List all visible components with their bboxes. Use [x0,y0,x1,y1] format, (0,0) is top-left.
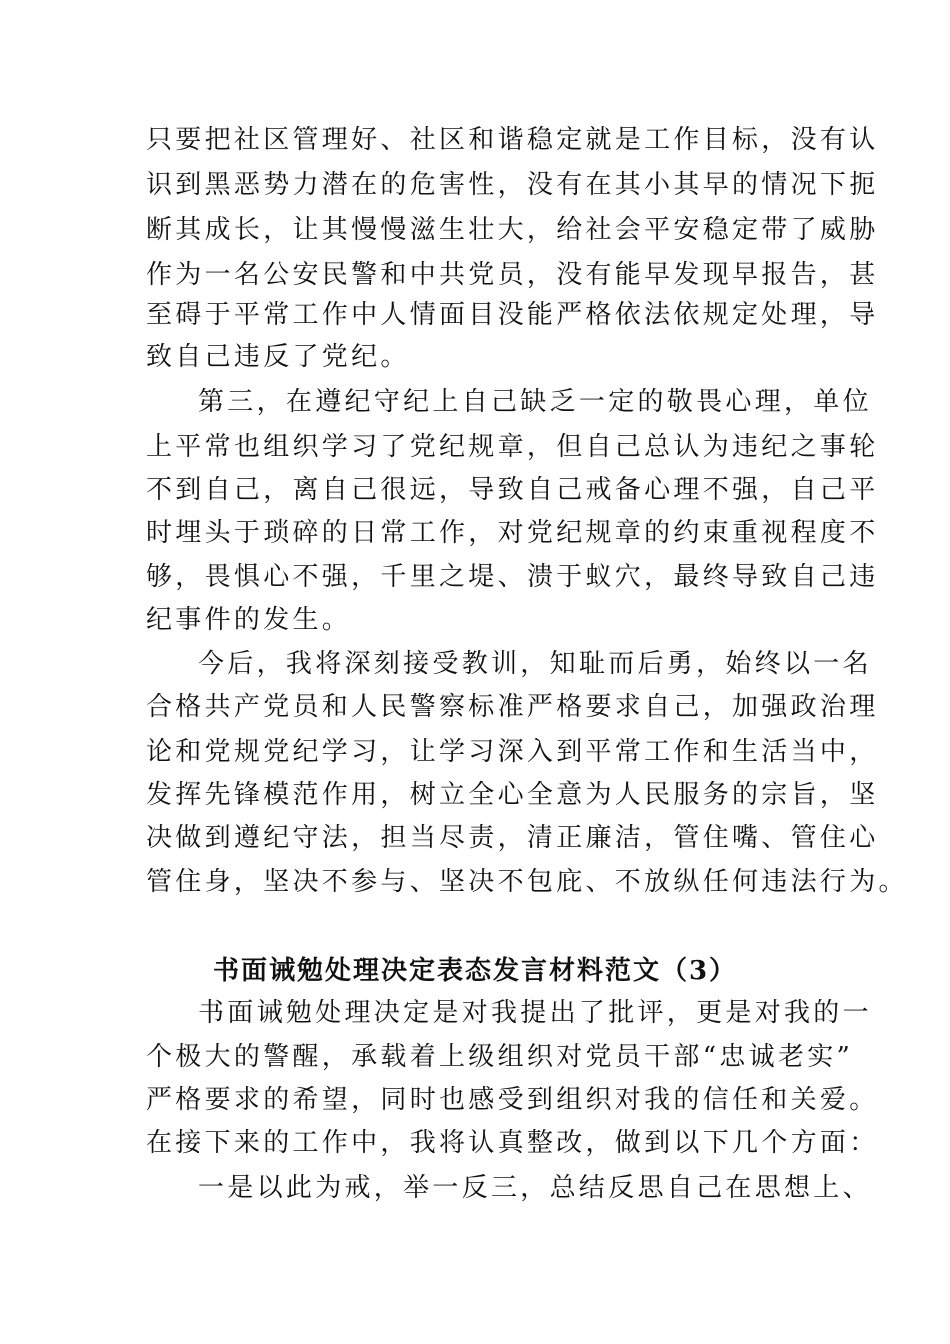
paragraph-line: 在接下来的工作中，我将认真整改，做到以下几个方面： [146,1128,879,1158]
paragraph-line: 纪事件的发生。 [146,605,352,635]
paragraph-line: 至碍于平常工作中人情面目没能严格依法依规定处理，导 [146,300,879,330]
paragraph-line: 书面诫勉处理决定是对我提出了批评，更是对我的一 [198,998,872,1028]
paragraph-line: 决做到遵纪守法，担当尽责，清正廉洁，管住嘴、管住心 [146,823,879,853]
paragraph-line: 断其成长，让其慢慢滋生壮大，给社会平安稳定带了威胁 [146,215,879,245]
section-heading: 书面诫勉处理决定表态发言材料范文（3） [212,956,738,986]
paragraph-line: 识到黑恶势力潜在的危害性，没有在其小其早的情况下扼 [146,170,879,200]
paragraph-line: 个极大的警醒，承载着上级组织对党员干部“忠诚老实” [146,1042,854,1072]
paragraph-line: 不到自己，离自己很远，导致自己戒备心理不强，自己平 [146,475,879,505]
paragraph-line: 今后，我将深刻接受教训，知耻而后勇，始终以一名 [198,649,872,679]
paragraph-line: 一是以此为戒，举一反三，总结反思自己在思想上、 [198,1173,872,1203]
paragraph-line: 管住身，坚决不参与、坚决不包庇、不放纵任何违法行为。 [146,867,908,897]
paragraph-line: 论和党规党纪学习，让学习深入到平常工作和生活当中， [146,737,879,767]
paragraph-line: 发挥先锋模范作用，树立全心全意为人民服务的宗旨，坚 [146,780,879,810]
paragraph-line: 严格要求的希望，同时也感受到组织对我的信任和关爱。 [146,1085,879,1115]
paragraph-line: 第三，在遵纪守纪上自己缺乏一定的敬畏心理，单位 [198,387,872,417]
paragraph-line: 够，畏惧心不强，千里之堤、溃于蚁穴，最终导致自己违 [146,562,879,592]
paragraph-line: 致自己违反了党纪。 [146,342,410,372]
paragraph-line: 上平常也组织学习了党纪规章，但自己总认为违纪之事轮 [146,432,879,462]
paragraph-line: 合格共产党员和人民警察标准严格要求自己，加强政治理 [146,692,879,722]
paragraph-line: 作为一名公安民警和中共党员，没有能早发现早报告，甚 [146,260,879,290]
paragraph-line: 时埋头于琐碎的日常工作，对党纪规章的约束重视程度不 [146,518,879,548]
paragraph-line: 只要把社区管理好、社区和谐稳定就是工作目标，没有认 [146,125,879,155]
